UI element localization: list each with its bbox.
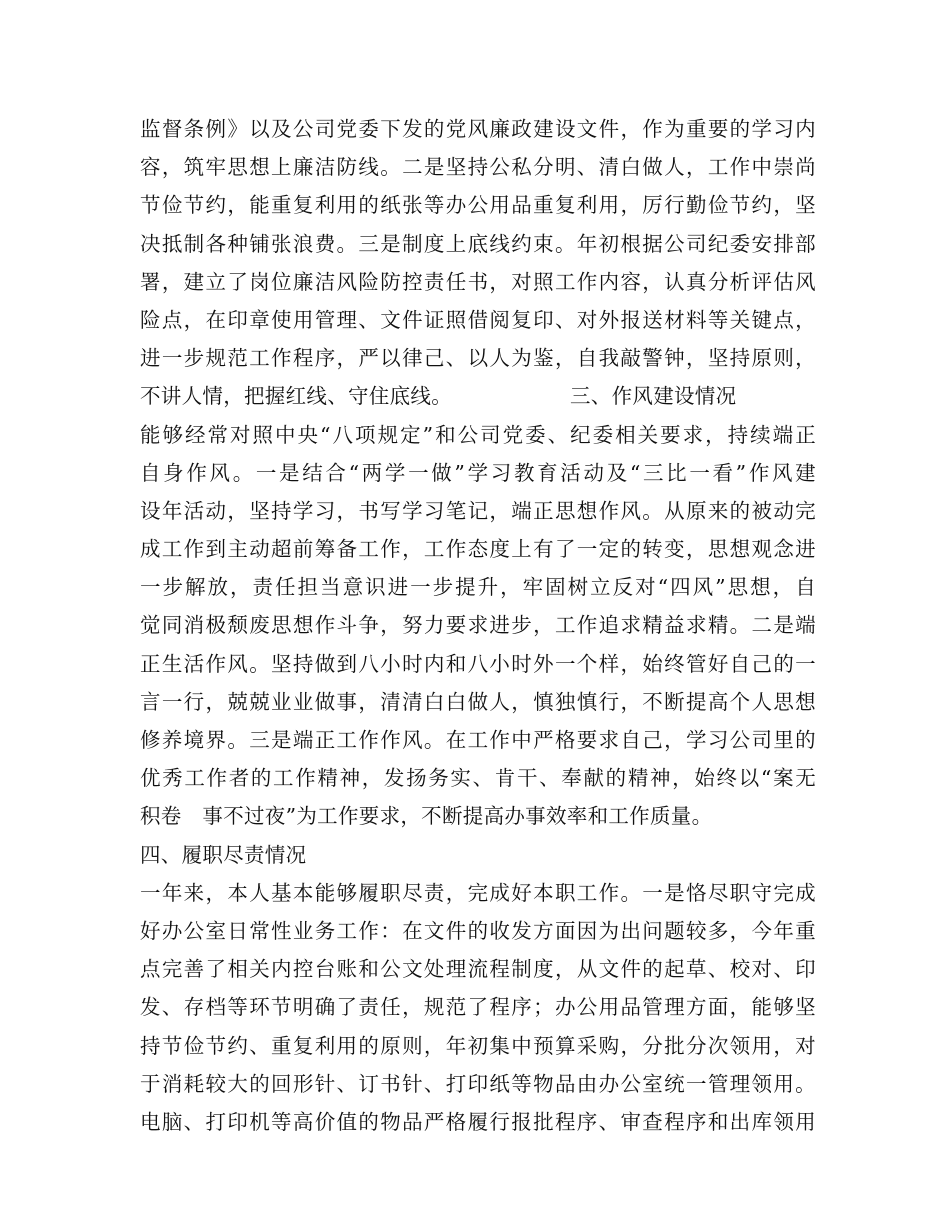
document-body [140,110,816,1141]
paragraph-line: 发、存档等环节明确了责任，规范了程序；办公用品管理方面，能够坚 [140,995,816,1020]
section-heading-style: 三、作风建设情况 [570,384,737,409]
paragraph-line: 不讲人情，把握红线、守住底线。 [140,384,452,409]
paragraph-line: 署，建立了岗位廉洁风险防控责任书，对照工作内容，认真分析评估风 [140,269,816,294]
paragraph-line: 正生活作风。坚持做到八小时内和八小时外一个样，始终管好自己的一 [140,651,816,676]
paragraph-line: 电脑、打印机等高价值的物品严格履行报批程序、审查程序和出库领用 [140,1109,816,1134]
paragraph-line: 修养境界。三是端正工作作风。在工作中严格要求自己，学习公司里的 [140,728,816,752]
paragraph-line: 设年活动，坚持学习，书写学习笔记，端正思想作风。从原来的被动完 [140,498,816,523]
paragraph-line: 持节俭节约、重复利用的原则，年初集中预算采购，分批分次领用，对 [140,1033,816,1058]
paragraph-line: 成工作到主动超前筹备工作，工作态度上有了一定的转变，思想观念进 [140,537,816,562]
paragraph-line: 险点，在印章使用管理、文件证照借阅复印、对外报送材料等关键点， [140,307,816,332]
section-heading-performance: 四、履职尽责情况 [140,842,307,867]
paragraph-line-with-heading [140,377,816,415]
paragraph-line: 监督条例》以及公司党委下发的党风廉政建设文件，作为重要的学习内 [140,117,816,141]
paragraph-line: 能够经常对照中央“八项规定”和公司党委、纪委相关要求，持续端正 [140,422,816,447]
paragraph-line: 节俭节约，能重复利用的纸张等办公用品重复利用，厉行勤俭节约，坚 [140,193,816,218]
paragraph-line: 优秀工作者的工作精神，发扬务实、肯干、奉献的精神，始终以“案无 [140,766,816,791]
paragraph-line: 一步解放，责任担当意识进一步提升，牢固树立反对“四风”思想，自 [140,575,816,600]
paragraph-line: 一年来，本人基本能够履职尽责，完成好本职工作。一是恪尽职守完成 [140,880,816,905]
paragraph-line: 容，筑牢思想上廉洁防线。二是坚持公私分明、清白做人，工作中崇尚 [140,155,816,180]
paragraph-line: 进一步规范工作程序，严以律己、以人为鉴，自我敲警钟，坚持原则， [140,346,816,371]
paragraph-line: 自身作风。一是结合“两学一做”学习教育活动及“三比一看”作风建 [140,460,816,485]
paragraph-line: 于消耗较大的回形针、订书针、打印纸等物品由办公室统一管理领用。 [140,1071,816,1096]
paragraph-line: 好办公室日常性业务工作：在文件的收发方面因为出问题较多，今年重 [140,918,816,943]
paragraph-line: 点完善了相关内控台账和公文处理流程制度，从文件的起草、校对、印 [140,957,816,982]
paragraph-line: 觉同消极颓废思想作斗争，努力要求进步，工作追求精益求精。二是端 [140,613,816,638]
paragraph-line: 言一行，兢兢业业做事，清清白白做人，慎独慎行，不断提高个人思想 [140,689,816,714]
paragraph-line: 积卷 事不过夜”为工作要求，不断提高办事效率和工作质量。 [140,804,713,829]
paragraph-line: 决抵制各种铺张浪费。三是制度上底线约束。年初根据公司纪委安排部 [140,231,816,256]
